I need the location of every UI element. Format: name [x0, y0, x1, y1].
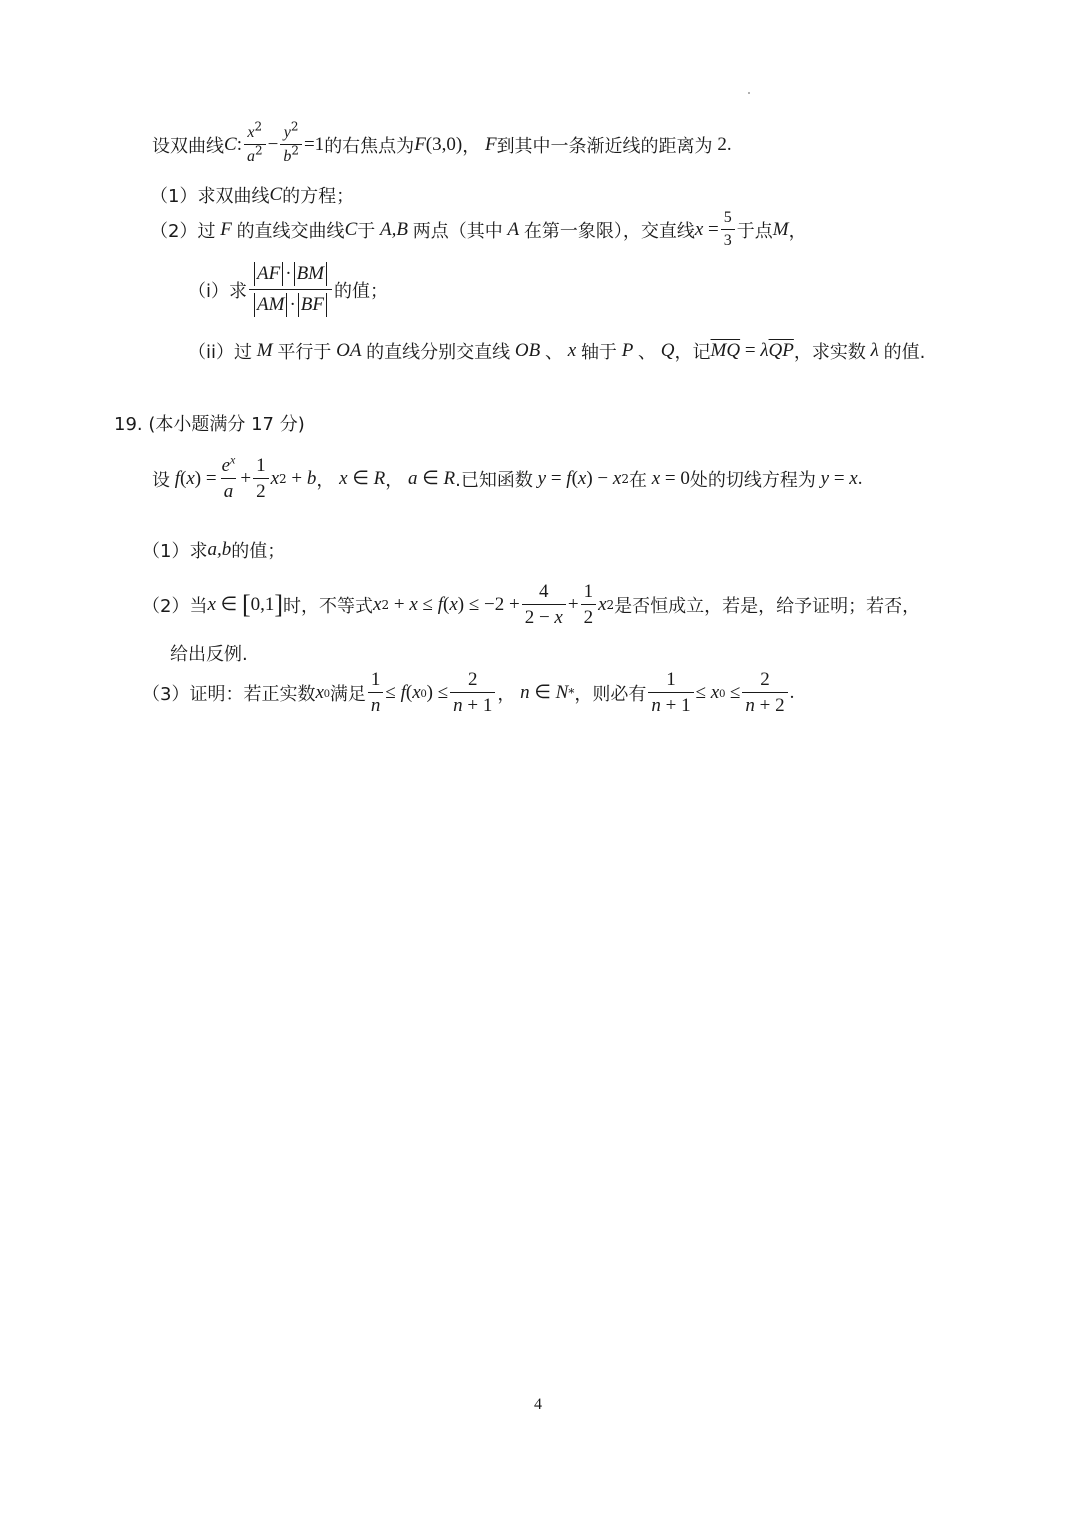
text: （2）当	[142, 595, 208, 617]
text: 、	[638, 342, 657, 363]
p19-part2: （2）当 x ∈ [ 0,1 ] 时，不等式 x 2 + x ≤ f ( x ) ≤ −2 + $\frac{4}{2 - x}$ + $\frac{1}{2}$ x 2 是否恒成立，若是，给予证明；若否，	[142, 581, 921, 628]
p18-intro: 设双曲线 C : $\frac{x^2}{a^2}$ − $\frac{y^2}{b^2}$ =1 的右焦点为 F (3,0) ， F 到其中一条渐近线的距离为 2 .	[152, 119, 732, 165]
text: .	[789, 681, 795, 703]
text: 满足	[329, 683, 366, 705]
text: （ii）过	[188, 342, 253, 363]
text: 在	[628, 469, 647, 491]
text: .	[857, 467, 863, 489]
text: （i）求	[188, 280, 248, 302]
text: .已知函数	[455, 469, 533, 491]
text: 于点	[736, 220, 773, 242]
text: 19. (本小题满分 17 分)	[114, 414, 305, 435]
text: ，	[316, 469, 335, 491]
text: ，	[462, 135, 481, 157]
text: 的值；	[334, 280, 388, 302]
p19-part2-cont	[170, 640, 248, 666]
text: 是否恒成立，若是，给予证明；若否，	[614, 595, 921, 617]
text: 在第一象限），交直线	[523, 220, 695, 242]
p19-part1: （1）求 a,b 的值；	[142, 539, 286, 562]
p19-heading	[114, 410, 305, 436]
text: 平行于	[277, 342, 332, 363]
text: .	[726, 133, 732, 155]
text: ，	[385, 469, 404, 491]
text: 时，不等式	[283, 595, 374, 617]
text: 设双曲线	[152, 135, 224, 157]
text: 轴于	[580, 342, 617, 363]
text: 处的切线方程为	[689, 469, 816, 491]
text: 、	[545, 342, 563, 363]
text: ，求实数	[793, 342, 866, 363]
text: （2）过	[150, 220, 216, 242]
text: 设	[152, 469, 170, 491]
text: 的直线交曲线	[236, 220, 345, 242]
text: 的值；	[231, 541, 286, 562]
text: 的直线分别交直线	[366, 342, 511, 363]
text: ，则必有	[574, 683, 647, 705]
p18-part-i: （i）求 $\frac{AF \cdot BM}{AM \cdot BF}$ 的值；	[188, 263, 388, 315]
text: ，	[497, 683, 516, 705]
text: 的值.	[883, 342, 926, 363]
text: （1）求双曲线	[150, 186, 270, 207]
text: ，	[788, 220, 807, 242]
p18-part-ii: （ii）过 M 平行于 OA 的直线分别交直线 OB 、 x 轴于 P 、 Q ，记 $\overline{MQ}$ = λ $\overline{QP}$ ，求实数 λ 的值.	[188, 340, 926, 363]
text: 到其中一条渐近线的距离为	[496, 135, 713, 157]
p18-part1: （1）求双曲线 C 的方程；	[150, 184, 355, 207]
text: 的右焦点为	[324, 135, 415, 157]
page-number: 4	[534, 1396, 542, 1413]
text: （3）证明：若正实数	[142, 683, 316, 705]
text: 的方程；	[282, 186, 355, 207]
text: 两点（其中	[412, 220, 503, 242]
p19-part3: （3）证明：若正实数 x 0 满足 $\frac{1}{n}$ ≤ f ( x 0 ) ≤ $\frac{2}{n + 1}$ ， n ∈ N * ，则必有 $\frac{1}{n + 1}$ ≤ x 0 ≤ $\frac{2}{n + 2}$ .	[142, 669, 795, 716]
text: ，记	[674, 342, 711, 363]
text: 于	[357, 220, 376, 242]
p19-intro: 设 f ( x ) = $\frac{e^x}{a}$ + $\frac{1}{2}$ x 2 + b ， x ∈ R ， a ∈ R .已知函数 y = f ( x ) − x 2 在 x = 0 处的切线方程为 y = x .	[152, 452, 863, 502]
text: 给出反例.	[170, 644, 248, 665]
scan-speck	[748, 92, 750, 94]
p18-part2: （2）过 F 的直线交曲线 C 于 A,B 两点（其中 A 在第一象限），交直线 x = $\frac{5}{3}$ 于点 M ，	[150, 209, 807, 249]
text: （1）求	[142, 541, 208, 562]
